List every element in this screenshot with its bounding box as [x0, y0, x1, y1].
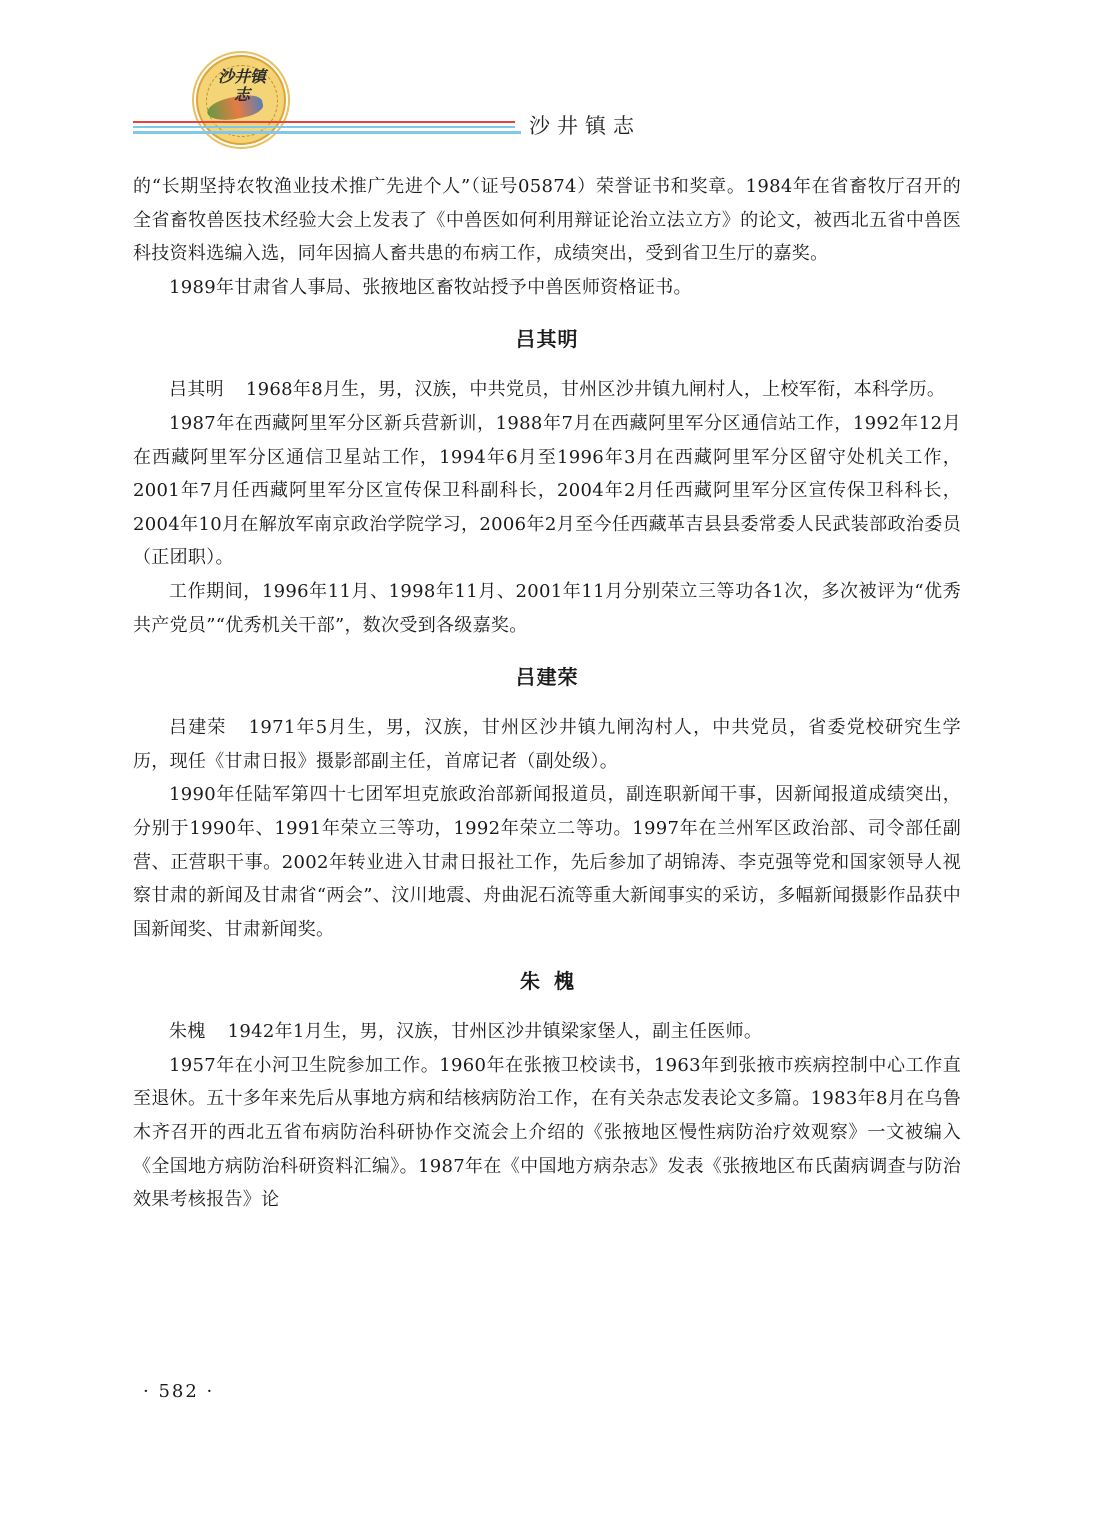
page-header: [0, 0, 1093, 160]
section-title: 吕建荣: [515, 665, 579, 690]
paragraph: 的“长期坚持农牧渔业技术推广先进个人”（证号05874）荣誉证书和奖章。1984年在省畜牧厅召开的全省畜牧兽医技术经验大会上发表了《中兽医如何利用辩证论治立法立方》的论文，被西北五省中兽医科技资料选编入选，同年因搞人畜共患的布病工作，成绩突出，受到省卫生厅的嘉奖。: [133, 176, 961, 265]
paragraph: 工作期间，1996年11月、1998年11月、2001年11月分别荣立三等功各1次，多次被评为“优秀共产党员”“优秀机关干部”，数次受到各级嘉奖。: [133, 580, 961, 636]
section-lv-jianrong: [133, 662, 961, 946]
logo-text: 沙井镇志: [218, 67, 267, 104]
paragraph: 1987年在西藏阿里军分区新兵营新训，1988年7月在西藏阿里军分区通信站工作，1992年12月在西藏阿里军分区通信卫星站工作，1994年6月至1996年3月在西藏阿里军分区留守处机关工作，2001年7月任西藏阿里军分区宣传保卫科副科长，2004年2月任西藏阿里军分区宣传保卫科科长，2004年10月在解放军南京政治学院学习，2006年2月至今任西藏革吉县县委常委人民武装部政治委员（正团职）。: [133, 412, 961, 569]
paragraph: 1989年甘肃省人事局、张掖地区畜牧站授予中兽医师资格证书。: [169, 276, 692, 298]
header-rule-red: [133, 121, 515, 123]
section-zhu-huai: [133, 966, 961, 1217]
intro-paragraph: [133, 711, 961, 778]
page-number: · 582 ·: [143, 1381, 215, 1402]
intro-text: 1968年8月生，男，汉族，中共党员，甘州区沙井镇九闸村人，上校军衔，本科学历。: [245, 379, 946, 401]
intro-name: 吕其明: [169, 379, 224, 401]
intro-paragraph: [133, 1015, 961, 1049]
section-title: [133, 966, 961, 996]
header-rule-blue-bottom: [133, 131, 521, 134]
intro-text: 1971年5月生，男，汉族，甘州区沙井镇九闸沟村人，中共党员，省委党校研究生学历，现任《甘肃日报》摄影部副主任，首席记者（副处级）。: [133, 717, 961, 772]
paragraph: 1990年任陆军第四十七团军坦克旅政治部新闻报道员，副连职新闻干事，因新闻报道成绩突出，分别于1990年、1991年荣立三等功，1992年荣立二等功。1997年在兰州军区政治部、司令部任副营、正营职干事。2002年转业进入甘肃日报社工作，先后参加了胡锦涛、李克强等党和国家领导人视察甘肃的新闻及甘肃省“两会”、汶川地震、舟曲泥石流等重大新闻事实的采访，多幅新闻摄影作品获中国新闻奖、甘肃新闻奖。: [133, 784, 961, 940]
intro-name: 朱槐: [169, 1021, 206, 1043]
page-body: [133, 170, 961, 1217]
section-continuation: [133, 170, 961, 304]
section-title: 吕其明: [515, 327, 579, 352]
paragraph: 1957年在小河卫生院参加工作。1960年在张掖卫校读书，1963年到张掖市疾病控制中心工作直至退休。五十多年来先后从事地方病和结核病防治工作，在有关杂志发表论文多篇。1983年8月在乌鲁木齐召开的西北五省布病防治科研协作交流会上介绍的《张掖地区慢性病防治疗效观察》一文被编入《全国地方病防治科研资料汇编》。1987年在《中国地方病杂志》发表《张掖地区布氏菌病调查与防治效果考核报告》论: [133, 1054, 961, 1211]
intro-paragraph: [133, 373, 961, 407]
section-title-text: 朱槐: [520, 969, 588, 994]
intro-text: 1942年1月生，男，汉族，甘州区沙井镇梁家堡人，副主任医师。: [227, 1021, 763, 1043]
intro-name: 吕建荣: [169, 717, 227, 739]
header-rule-blue: [133, 126, 515, 128]
running-title: 沙井镇志: [529, 114, 641, 138]
section-lv-qiming: [133, 324, 961, 642]
